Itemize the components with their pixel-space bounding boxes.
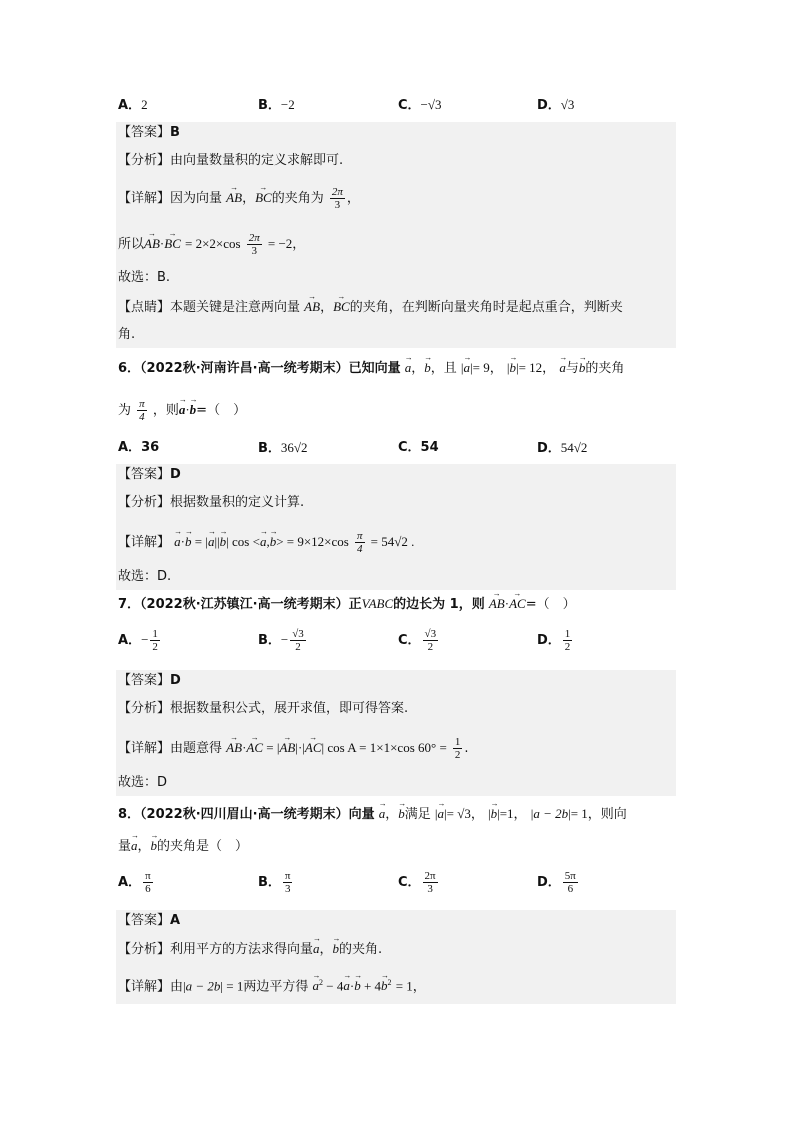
q5-option-d: D．√3 bbox=[537, 97, 575, 113]
q8-option-a-fraction: $\frac{\pi}{6}$ bbox=[145, 870, 151, 895]
q8-option-d-fraction: $\frac{5\pi}{6}$ bbox=[564, 870, 576, 895]
q8-detail: 【详解】由|a − 2b| = 1两边平方得 → $a^2 - 4\to a\cdot\to b + 4\to b^2 = 1$， bbox=[118, 974, 426, 996]
q6-detail: 【详解】 → a·→ b = |→ a||→ b| cos <→ a,→ b> = 9×12×cos $\frac{\pi}{4}$ = 54√2 . bbox=[118, 530, 414, 555]
q5-analysis: 【分析】由向量数量积的定义求解即可. bbox=[118, 153, 344, 168]
q7-option-b: B．− $\frac{√3}{2}$ bbox=[258, 628, 304, 653]
q5-detail-line-2: 所以→ AB·→ BC = 2×2×cos $\frac{2\pi}{3}$ = −2， bbox=[118, 232, 305, 257]
q7-option-d: D． $\frac{1}{2}$ bbox=[537, 628, 571, 653]
q6-solution-block bbox=[116, 464, 676, 590]
q5-point-line-2: 角. bbox=[118, 327, 136, 342]
q6-angle-fraction: $\frac{\pi}{4}$ bbox=[139, 398, 145, 423]
q7-option-b-fraction: $\frac{√3}{2}$ bbox=[292, 628, 304, 653]
q6-analysis: 【分析】根据数量积的定义计算. bbox=[118, 495, 305, 510]
q7-result-fraction: $\frac{1}{2}$ bbox=[454, 736, 461, 761]
q7-option-c-fraction: $\frac{√3}{2}$ bbox=[424, 628, 437, 653]
q8-analysis: 【分析】利用平方的方法求得向量→ a，→ b的夹角. bbox=[118, 940, 382, 959]
q5-choose: 故选：B. bbox=[118, 270, 171, 285]
q8-option-a: A． $\frac{\pi}{6}$ bbox=[118, 870, 151, 895]
q6-answer: 【答案】D bbox=[118, 467, 181, 482]
q5-angle-fraction: $\frac{2\pi}{3}$ bbox=[331, 186, 343, 211]
q7-choose: 故选：D bbox=[118, 775, 168, 790]
q5-option-b: B．−2 bbox=[258, 97, 295, 113]
q6-stem-line-1: 6．（2022秋·河南许昌·高一统考期末）已知向量 → a，→ b，且 |→ a|= 9， |→ b|= 12， → a与→ b的夹角 bbox=[118, 359, 624, 378]
q7-option-d-fraction: $\frac{1}{2}$ bbox=[564, 628, 571, 653]
q5-answer: 【答案】B bbox=[118, 125, 180, 140]
q6-option-b: B．36√2 bbox=[258, 440, 308, 456]
q7-detail: 【详解】由题意得 → AB·→ AC = |→ AB|·|→ AC| cos A = 1×1×cos 60° = $\frac{1}{2}$ . bbox=[118, 736, 469, 761]
q8-answer: 【答案】A bbox=[118, 913, 181, 928]
q5-detail-line-1: 【详解】因为向量 → AB，→ BC的夹角为 $\frac{2\pi}{3}$ ， bbox=[118, 186, 360, 211]
q6-cos-fraction: $\frac{\pi}{4}$ bbox=[356, 530, 363, 555]
q5-option-c: C．−√3 bbox=[398, 97, 442, 113]
q5-cos-fraction: $\frac{2\pi}{3}$ bbox=[248, 232, 260, 257]
q7-stem: 7．（2022秋·江苏镇江·高一统考期末）正VABC的边长为 1，则 → AB·→ AC=（ ） bbox=[118, 595, 576, 614]
q8-option-b: B． $\frac{\pi}{3}$ bbox=[258, 870, 291, 895]
q7-option-a-fraction: $\frac{1}{2}$ bbox=[152, 628, 158, 653]
q8-option-d: D． $\frac{5\pi}{6}$ bbox=[537, 870, 576, 895]
q8-stem-line-2: 量→ a，→ b的夹角是（ ） bbox=[118, 837, 248, 856]
q8-option-c-fraction: $\frac{2\pi}{3}$ bbox=[424, 870, 436, 895]
q7-option-a: A．− $\frac{1}{2}$ bbox=[118, 628, 158, 653]
q6-choose: 故选：D. bbox=[118, 569, 172, 584]
q6-option-a: A．36 bbox=[118, 440, 160, 455]
q8-option-c: C． $\frac{2\pi}{3}$ bbox=[398, 870, 436, 895]
q5-point-line-1: 【点睛】本题关键是注意两向量 → AB，→ BC的夹角，在判断向量夹角时是起点重合，判断夹 bbox=[118, 298, 623, 317]
q8-stem-line-1: 8．（2022秋·四川眉山·高一统考期末）向量 → a，→ b满足 |→ a|= √3， |→ b|=1， |a − 2b|= 1，则向 bbox=[118, 805, 627, 824]
q7-option-c: C． $\frac{√3}{2}$ bbox=[398, 628, 437, 653]
q6-stem-line-2: 为 $\frac{\pi}{4}$ ，则→ a·→ b=（ ） bbox=[118, 398, 246, 423]
q6-option-c: C．54 bbox=[398, 440, 439, 455]
q7-answer: 【答案】D bbox=[118, 673, 181, 688]
q6-option-d: D．54√2 bbox=[537, 440, 588, 456]
q7-analysis: 【分析】根据数量积公式，展开求值，即可得答案. bbox=[118, 701, 409, 716]
q8-option-b-fraction: $\frac{\pi}{3}$ bbox=[284, 870, 291, 895]
q5-option-a: A．2 bbox=[118, 97, 148, 113]
q7-solution-block bbox=[116, 670, 676, 796]
